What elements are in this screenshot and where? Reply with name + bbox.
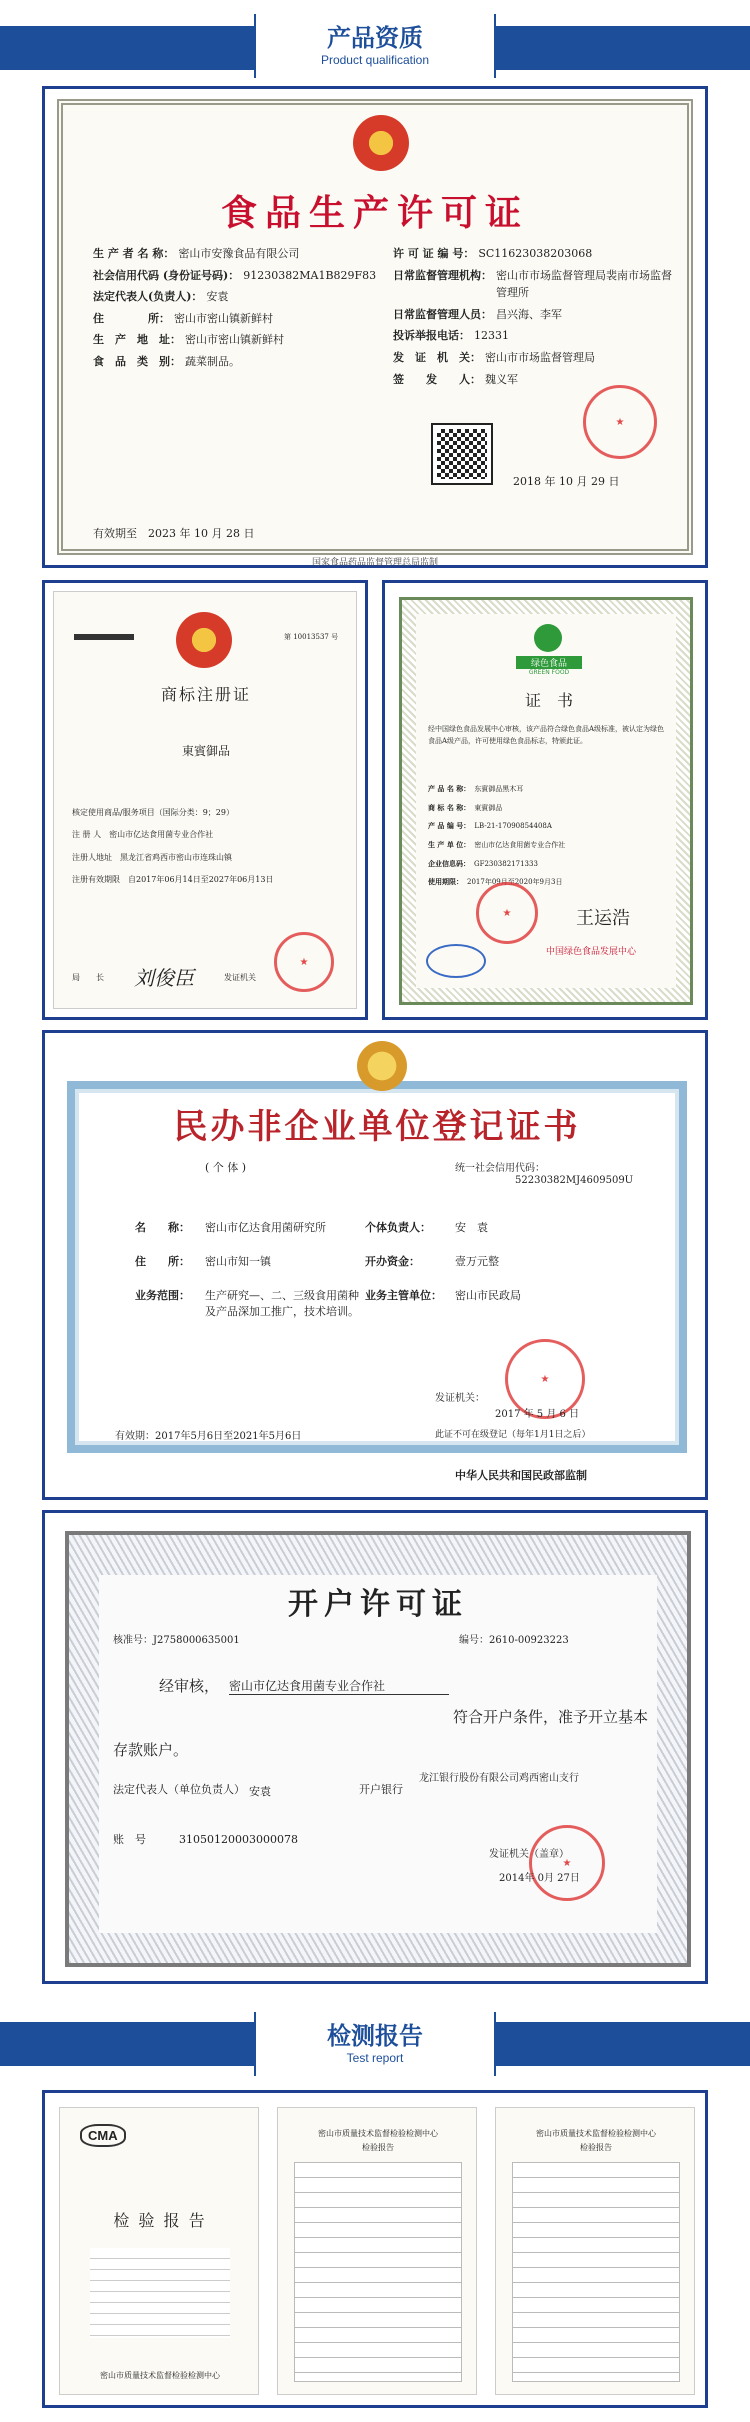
permit-no-label: 编号： xyxy=(459,1635,489,1646)
ngo-field-text: 名 称： xyxy=(135,1221,190,1234)
trademark-line: 注 册 人 密山市亿达食用菌专业合作社 xyxy=(72,830,214,840)
field-value: 密山市密山镇新鲜村 xyxy=(174,311,273,325)
field-label: 产 品 名 称： xyxy=(428,784,471,793)
field-label: 产 品 编 号： xyxy=(428,821,471,831)
approval-label: 核准号： xyxy=(113,1635,153,1646)
header-title-box xyxy=(254,14,496,78)
ngo-field-text: 密山市知一镇 xyxy=(205,1255,271,1268)
test-report-2 xyxy=(277,2107,477,2395)
account-number: 31050120003000078 xyxy=(179,1833,298,1846)
field-value: 密山市市场监督管理局 xyxy=(485,350,595,364)
report-org: 密山市质量技术监督检验检测中心 xyxy=(318,2129,438,2138)
ngo-field-text: 壹万元整 xyxy=(455,1255,499,1268)
ngo-field xyxy=(135,1287,635,1319)
trademark-frame xyxy=(42,580,368,1020)
field-label: 日常监督管理机构： xyxy=(393,268,492,282)
ngo-code-label: 统一社会信用代码： xyxy=(455,1163,545,1174)
field-label: 签 发 人： xyxy=(393,372,481,386)
report-subtitle: 检验报告 xyxy=(362,2143,394,2152)
green-food-frame xyxy=(382,580,708,1020)
section-title: 检测报告 xyxy=(327,2022,423,2050)
license-field xyxy=(93,245,383,263)
permit-issuer: 发证机关（盖章） xyxy=(489,1849,569,1860)
field-label: 许 可 证 编 号： xyxy=(393,247,475,260)
field-value: 密山市安豫食品有限公司 xyxy=(178,247,300,260)
field-value: 91230382MA1B829F83 xyxy=(243,268,377,282)
ngo-note: 此证不可在级登记（每年1月1日之后） xyxy=(435,1430,591,1440)
field-value: 2017年09月至2020年9月3日 xyxy=(467,878,563,887)
trademark-seal-icon: ★ xyxy=(274,932,334,992)
rep-name: 安袁 xyxy=(249,1785,271,1798)
trademark-line: 核定使用商品/服务项目（国际分类：9；29） xyxy=(72,808,234,817)
green-center-seal-icon: ★ xyxy=(476,882,538,944)
emblem-icon xyxy=(357,1041,407,1091)
account-label: 账 号 xyxy=(113,1833,146,1846)
ngo-field xyxy=(135,1253,635,1269)
header-title-box xyxy=(254,2012,496,2076)
trademark-title: 商标注册证 xyxy=(160,685,251,704)
ngo-valid: 有效期：2017年5月6日至2021年5月6日 xyxy=(115,1431,302,1442)
certificate-field xyxy=(428,838,670,853)
ngo-field-text: 生产研究—、二、三级食用菌种及产品深加工推广，技术培训。 xyxy=(205,1289,359,1318)
trademark-line: 注册人地址 黑龙江省鸡西市密山市连珠山镇 xyxy=(72,852,232,862)
license-field xyxy=(393,349,673,367)
food-license-right xyxy=(393,245,673,392)
cma-mark-icon: CMA xyxy=(80,2124,126,2147)
barcode-icon xyxy=(74,634,134,640)
report-fields xyxy=(90,2248,230,2338)
field-value: 密山市密山镇新鲜村 xyxy=(185,333,284,347)
trademark-number: 第 10013537 号 xyxy=(284,633,339,641)
ngo-field xyxy=(135,1219,635,1235)
issue-date: 2018 年 10 月 29 日 xyxy=(513,475,620,488)
field-label: 社会信用代码 (身份证号码)： xyxy=(93,268,240,282)
license-field xyxy=(93,288,383,306)
food-license-left xyxy=(93,245,383,375)
review-text: 经审核， xyxy=(159,1677,220,1695)
permit-date: 2014年 0月 27日 xyxy=(499,1873,580,1884)
national-emblem-icon xyxy=(176,612,232,668)
field-label: 商 标 名 称： xyxy=(428,802,471,812)
field-value: 密山市市场监督管理局裴南市场监督管理所 xyxy=(496,268,672,300)
ngo-field-text: 业务范围： xyxy=(135,1289,190,1302)
section-header-test-report xyxy=(0,1994,750,2078)
section-subtitle: Product qualification xyxy=(320,53,430,67)
green-food-logo-icon xyxy=(534,624,562,652)
certificate-intro: 经中国绿色食品发展中心审核，该产品符合绿色食品A级标准，被认定为绿色食品A级产品，许可使用绿色食品标志，特颁此证。 xyxy=(428,725,665,745)
field-value: LB-21-17090854408A xyxy=(474,822,552,831)
field-value: 安袁 xyxy=(206,290,229,304)
report-title: 检 验 报 告 xyxy=(113,2211,207,2230)
ngo-frame xyxy=(42,1030,708,1500)
director-signature: 刘俊臣 xyxy=(134,966,194,990)
field-label: 投诉举报电话： xyxy=(393,329,470,343)
field-value: SC11623038203068 xyxy=(478,247,593,260)
ngo-issuer: 发证机关： xyxy=(435,1393,485,1404)
company-name: 密山市亿达食用菌专业合作社 xyxy=(229,1677,449,1695)
field-value: GF230382171333 xyxy=(474,859,538,868)
chair-signature: 王运浩 xyxy=(576,908,630,929)
certificate-field xyxy=(428,819,670,834)
ngo-certificate xyxy=(67,1081,687,1453)
bank-seal-icon: ★ xyxy=(529,1825,605,1901)
license-field xyxy=(93,331,383,349)
ngo-type: ( 个 体 ) xyxy=(205,1161,247,1174)
ngo-details xyxy=(135,1219,635,1337)
official-seal-icon: ★ xyxy=(583,385,657,459)
license-field xyxy=(93,310,383,328)
food-license-title: 食品生产许可证 xyxy=(220,192,529,234)
license-field xyxy=(93,353,383,371)
section-title: 产品资质 xyxy=(327,24,423,52)
logo-label: 绿色食品 xyxy=(516,656,582,669)
field-value: 12331 xyxy=(474,329,509,343)
field-value: 密山市亿达食用菌专业合作社 xyxy=(474,841,566,850)
field-value: 東賓御品 xyxy=(474,803,503,812)
field-label: 生 产 地 址： xyxy=(93,333,181,347)
trademark-line: 注册有效期限 自2017年06月14日至2027年06月13日 xyxy=(72,875,274,885)
ngo-ministry: 中华人民共和国民政部监制 xyxy=(455,1469,587,1482)
ngo-title: 民办非企业单位登记证书 xyxy=(173,1107,581,1147)
bank-name: 龙江银行股份有限公司鸡西密山支行 xyxy=(419,1773,579,1784)
trademark-certificate xyxy=(53,591,357,1009)
ngo-date: 2017 年 5 月 6 日 xyxy=(495,1409,580,1420)
field-label: 使用期限： xyxy=(428,877,463,887)
test-report-3 xyxy=(495,2107,695,2395)
ngo-field-text: 个体负责人： xyxy=(365,1221,431,1234)
license-field xyxy=(393,245,673,263)
permit-number: 2610-00923223 xyxy=(489,1635,569,1646)
permit-title: 开户许可证 xyxy=(288,1587,468,1622)
license-field xyxy=(393,306,673,324)
section-subtitle: Test report xyxy=(346,2051,404,2065)
national-emblem-icon xyxy=(353,115,409,171)
license-field xyxy=(393,371,673,389)
issuing-center: 中国绿色食品发展中心 xyxy=(546,947,637,957)
permit-body xyxy=(99,1575,657,1933)
certificate-field xyxy=(428,782,670,797)
field-label: 法定代表人(负责人)： xyxy=(93,290,203,304)
certificate-field xyxy=(428,857,670,872)
food-license xyxy=(57,99,693,555)
issuer-label: 发证机关 xyxy=(224,973,256,982)
field-label: 生 产 单 位： xyxy=(428,840,471,850)
license-field xyxy=(393,267,673,302)
ngo-field-text: 安 袁 xyxy=(455,1221,488,1234)
green-food-certificate xyxy=(399,597,693,1005)
valid-until: 有效期至 2023 年 10 月 28 日 xyxy=(93,527,255,540)
bank-permit xyxy=(65,1531,691,1967)
field-value: 东賓御品黑木耳 xyxy=(474,785,524,793)
field-label: 企业信息码： xyxy=(428,858,470,868)
logo-label-en: GREEN FOOD xyxy=(528,669,570,676)
ngo-field-text: 业务主管单位： xyxy=(365,1289,442,1302)
test-reports-frame xyxy=(42,2090,708,2408)
bank-permit-frame xyxy=(42,1510,708,1984)
approval-number: J2758000635001 xyxy=(153,1635,240,1646)
field-label: 食 品 类 别： xyxy=(93,354,181,368)
section-header-qualification xyxy=(0,0,750,80)
certificate-field xyxy=(428,875,670,890)
bank-label: 开户银行 xyxy=(359,1783,403,1796)
license-field xyxy=(393,327,673,345)
blue-stamp-icon xyxy=(426,944,486,978)
ngo-field-text: 密山市亿达食用菌研究所 xyxy=(205,1221,326,1234)
report-subtitle: 检验报告 xyxy=(580,2143,612,2152)
ngo-field-text: 密山市民政局 xyxy=(455,1289,521,1302)
ngo-code: 52230382MJ4609509U xyxy=(515,1175,634,1186)
civil-affairs-seal-icon: ★ xyxy=(505,1339,585,1419)
rep-label: 法定代表人（单位负责人） xyxy=(113,1783,245,1796)
field-label: 住 所： xyxy=(93,311,170,325)
report-org: 密山市质量技术监督检验检测中心 xyxy=(100,2371,220,2380)
field-label: 发 证 机 关： xyxy=(393,350,481,364)
ngo-field-text: 开办资金： xyxy=(365,1255,420,1268)
certificate-title: 证 书 xyxy=(524,691,573,710)
license-field xyxy=(93,267,383,285)
supervisor-footer: 国家食品药品监督管理总局监制 xyxy=(311,558,438,568)
field-label: 生 产 者 名 称： xyxy=(93,247,175,260)
test-report-1 xyxy=(59,2107,259,2395)
field-label: 日常监督管理人员： xyxy=(393,307,492,321)
qr-code-icon xyxy=(433,425,491,483)
food-license-frame xyxy=(42,86,708,568)
field-value: 魏义军 xyxy=(485,372,518,386)
report-org: 密山市质量技术监督检验检测中心 xyxy=(536,2129,656,2138)
field-value: 蔬菜制品。 xyxy=(185,354,240,368)
certificate-body xyxy=(416,614,676,988)
certificate-field xyxy=(428,801,670,816)
director-label: 局 长 xyxy=(72,973,104,982)
trademark-details xyxy=(72,802,342,892)
trademark-brand: 東賓御品 xyxy=(181,744,230,758)
approval-text: 符合开户条件，准予开立基本存款账户。 xyxy=(113,1708,649,1759)
report-table xyxy=(512,2162,680,2382)
ngo-field-text: 住 所： xyxy=(135,1255,190,1268)
certificate-details xyxy=(428,782,670,894)
report-table xyxy=(294,2162,462,2382)
field-value: 昌兴海、李军 xyxy=(496,307,562,321)
